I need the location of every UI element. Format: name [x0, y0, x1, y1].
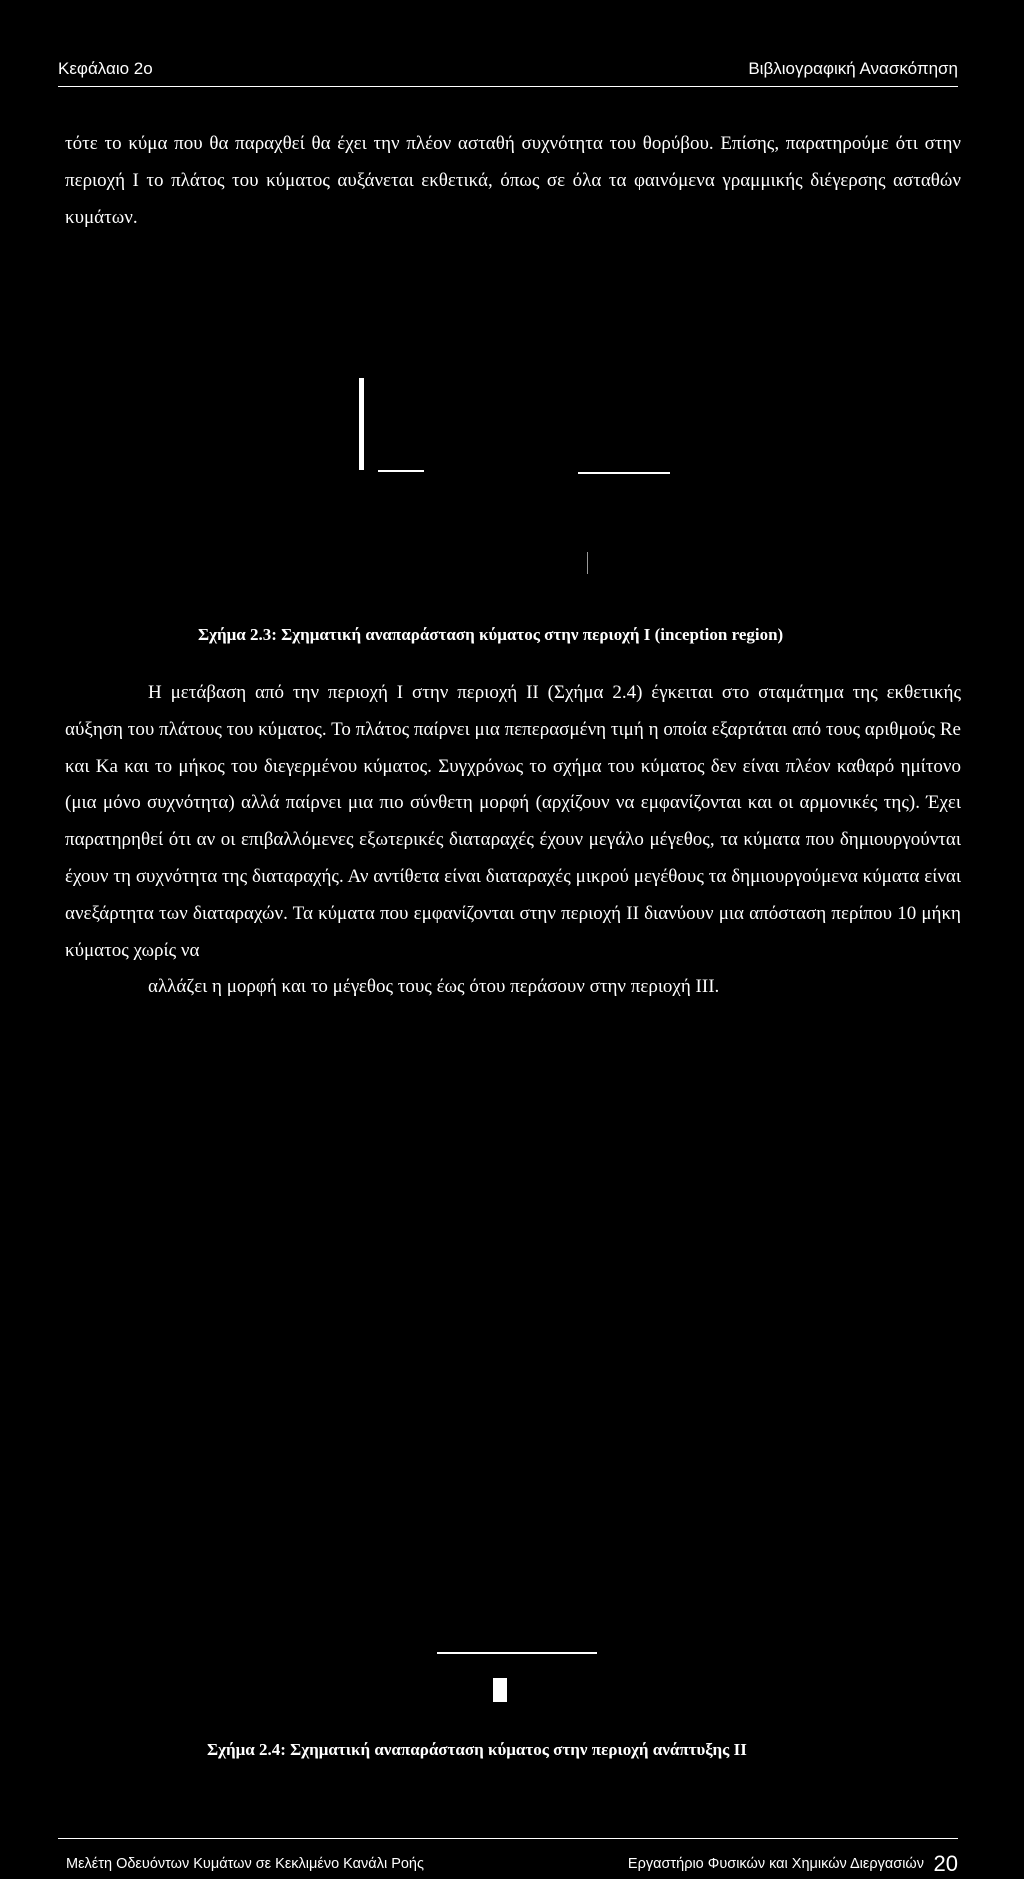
header-chapter: Κεφάλαιο 2ο [58, 59, 153, 78]
page-number: 20 [933, 1851, 958, 1876]
paragraph-transition [65, 675, 961, 1006]
footer-title: Μελέτη Οδευόντων Κυμάτων σε Κεκλιμένο Κανάλι Ροής [66, 1856, 424, 1872]
figure-2-4-block [493, 1678, 507, 1702]
figure-2-3-caption: Σχήμα 2.3: Σχηματική αναπαράσταση κύματος στην περιοχή Ι (inception region) [198, 625, 784, 644]
paragraph-transition-text: Η μετάβαση από την περιοχή Ι στην περιοχή ΙΙ (Σχήμα 2.4) έγκειται στο σταμάτημα της εκθετικής αύξηση του πλάτους του κύματος. Το πλάτος παίρνει μια πεπερασμένη τιμή η οποία εξαρτάται από τους αριθμούς Re και Ka και το μήκος του διεγερμένου κύματος. Συγχρόνως το σχήμα του κύματος δεν είναι πλέον καθαρό ημίτονο (μια μόνο συχνότητα) αλλά παίρνει μια πιο σύνθετη μορφή (αρχίζουν να εμφανίζονται και οι αρμονικές της). Έχει παρατηρηθεί ότι αν οι επιβαλλόμενες εξωτερικές διαταραχές έχουν μεγάλο μέγεθος, τα κύματα που δημιουργούνται έχουν τη συχνότητα της διαταραχής. Αν αντίθετα είναι διαταραχές μικρού μεγέθους τα δημιουργούμενα κύματα είναι ανεξάρτητα των διαταραχών. Τα κύματα που εμφανίζονται στην περιοχή ΙΙ διανύουν μια απόσταση περίπου 10 μήκη κύματος χωρίς να [65, 682, 961, 961]
page-header [58, 56, 958, 87]
figure-2-4-top-line [437, 1652, 597, 1654]
figure-2-3-vertical-bar [359, 378, 364, 470]
paragraph-intro: τότε το κύμα που θα παραχθεί θα έχει την πλέον ασταθή συχνότητα του θορύβου. Επίσης, παρατηρούμε ότι στην περιοχή Ι το πλάτος του κύματος αυξάνεται εκθετικά, όπως σε όλα τα φαινόμενα γραμμικής διέγερσης ασταθών κυμάτων. [65, 133, 961, 228]
figure-2-3-line-right [578, 472, 670, 474]
paragraph-transition-last-line: αλλάζει η μορφή και το μέγεθος τους έως ότου περάσουν στην περιοχή ΙΙΙ. [148, 976, 720, 998]
header-section: Βιβλιογραφική Ανασκόπηση [748, 59, 958, 78]
figure-2-3-tick [587, 552, 588, 574]
footer-lab: Εργαστήριο Φυσικών και Χημικών Διεργασιών [627, 1856, 924, 1872]
figure-2-4-caption: Σχήμα 2.4: Σχηματική αναπαράσταση κύματος στην περιοχή ανάπτυξης ΙΙ [207, 1740, 747, 1759]
page-footer [58, 1838, 958, 1879]
figure-2-3-line-left [378, 470, 424, 472]
